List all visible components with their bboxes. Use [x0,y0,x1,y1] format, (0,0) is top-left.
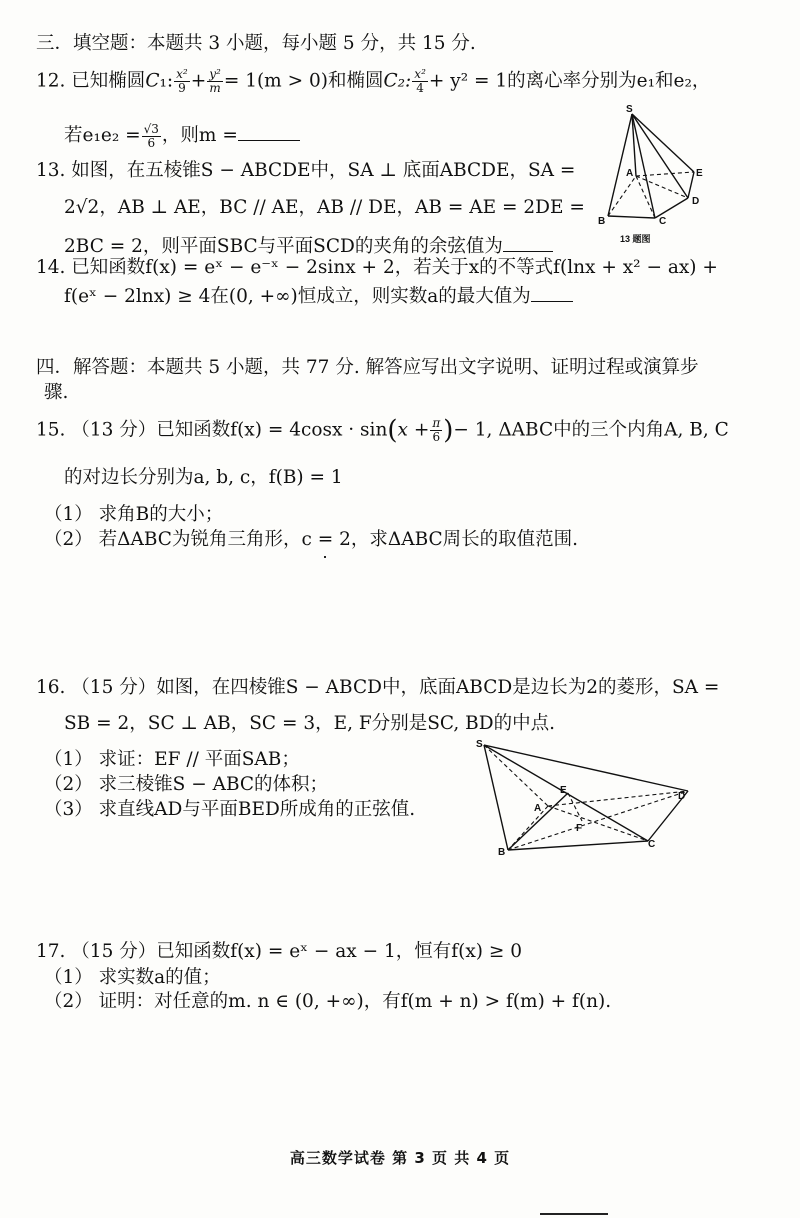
section-3-heading: 三．填空题：本题共 3 小题，每小题 5 分，共 15 分. [36,33,476,54]
figure13-label-s: S [626,104,633,115]
right-paren: ) [443,415,454,446]
question-13-line-3: 2BC = 2，则平面SBC与平面SCD的夹角的余弦值为 [64,233,553,259]
pentagonal-pyramid-figure [590,100,720,250]
section-4-heading-line-1: 四．解答题：本题共 5 小题，共 77 分. 解答应写出文字说明、证明过程或演算步 [36,357,699,378]
scan-mark-dot [324,556,326,558]
figure13-label-d: D [692,196,700,207]
scan-mark-line [540,1213,608,1215]
question-17-part-1: （1） 求实数a的值； [44,967,221,988]
page-footer: 高三数学试卷 第 3 页 共 4 页 [289,1149,511,1167]
fraction-x2-over-4: $\frac{\text{x²}}{4}$ [414,67,426,95]
fraction-root3-over-6: $\frac{√3}{6}$ [143,121,159,150]
question-12-line-1: 12. 已知椭圆C₁: $\frac{\text{x²}}{9}$ + $\frac{\text{y²}}{m}$ = 1(m > 0)和椭圆C₂: $\frac{\text{x²}}{4}$ + y² = 1的离心率分别为e₁和e₂， [36,67,711,95]
figure16-label-f: F [576,823,583,834]
question-16-line-2: SB = 2，SC ⊥ AB，SC = 3，E, F分别是SC, BD的中点. [64,713,555,734]
question-17-part-2: （2） 证明：对任意的m. n ∈ (0, +∞)，有f(m + n) > f(m) + f(n). [44,991,612,1012]
answer-blank-12[interactable] [238,122,300,141]
figure16-label-d: D [678,791,686,802]
question-15-line-1: 15. （13 分）已知函数f(x) = 4cosx · sin(x + $\frac{\pi}{6}$ )− 1, ΔABC中的三个内角A, B, C [36,415,729,446]
fraction-x2-over-9: $\frac{\text{x²}}{9}$ [176,67,188,95]
question-16-part-1: （1） 求证：EF // 平面SAB； [44,749,300,770]
figure16-label-b: B [498,847,506,858]
question-15-line-2: 的对边长分别为a, b, c，f(B) = 1 [64,467,343,488]
fraction-y2-over-m: $\frac{\text{y²}}{m}$ [209,67,221,95]
question-16-part-3: （3） 求直线AD与平面BED所成角的正弦值. [44,799,416,820]
figure13-caption: 13 题图 [620,234,651,244]
question-15-part-2: （2） 若ΔABC为锐角三角形，c = 2，求ΔABC周长的取值范围. [44,529,579,550]
figure16-label-s: S [476,739,483,750]
figure16-label-e: E [560,785,567,796]
question-17-line-1: 17. （15 分）已知函数f(x) = eˣ − ax − 1，恒有f(x) ≥ 0 [36,941,522,962]
figure16-label-a: A [534,803,542,814]
question-13-line-1: 13. 如图，在五棱锥S − ABCDE中，SA ⊥ 底面ABCDE，SA = [36,160,576,181]
question-13-line-2: 2√2，AB ⊥ AE，BC // AE，AB // DE，AB = AE = 2DE = [64,197,585,218]
question-16-line-1: 16. （15 分）如图，在四棱锥S − ABCD中，底面ABCD是边长为2的菱形，SA = [36,677,720,698]
figure13-label-c: C [659,216,667,227]
fraction-pi-over-6: $\frac{\pi}{6}$ [432,416,441,444]
left-paren: ( [387,415,398,446]
question-14-line-1: 14. 已知函数f(x) = eˣ − e⁻ˣ − 2sinx + 2，若关于x的不等式f(lnx + x² − ax) + [36,257,718,278]
answer-blank-13[interactable] [503,233,553,252]
answer-blank-14[interactable] [531,283,573,302]
figure13-label-e: E [696,168,703,179]
question-16-part-2: （2） 求三棱锥S − ABC的体积； [44,774,329,795]
rhombus-pyramid-figure [470,735,710,860]
question-12-line-2: 若e₁e₂ = $\frac{√3}{6}$ ，则m = [64,122,300,150]
section-4-heading-line-2: 骤. [44,382,69,403]
question-15-part-1: （1） 求角B的大小； [44,504,224,525]
figure16-label-c: C [648,839,656,850]
figure13-label-b: B [598,216,606,227]
figure13-label-a: A [626,168,634,179]
question-14-line-2: f(eˣ − 2lnx) ≥ 4在(0, +∞)恒成立，则实数a的最大值为 [64,283,573,309]
